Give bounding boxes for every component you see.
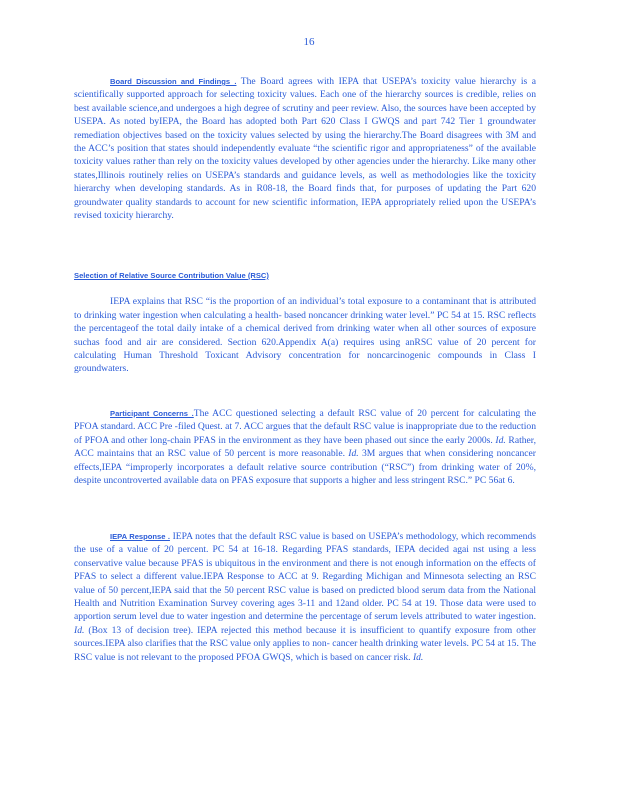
participant-concerns-paragraph <box>74 407 536 487</box>
selection-body: IEPA explains that RSC “is the proportion of an individual’s total exposure to a contaminant that is attributed to drinking water ingestion when calculating a health- based noncancer drinking water level.” PC 54 at 15. RSC reflects the percentageof the total daily intake of a chemical derived from drinking water when all other sources of exposure suchas food and air are considered. Section 620.Appendix A(a) requires using anRSC value of 20 percent for calculating Human Threshold Toxicant Advisory concentration for noncarcinogenic compounds in Class I groundwaters. <box>74 296 536 375</box>
citation-id: Id. <box>495 434 506 446</box>
iepa-response-heading: IEPA Response . <box>110 532 170 541</box>
participant-body-3: 3M argues that when considering noncancer effects,IEPA “improperly incorporates a default relative source contribution (“RSC”) from drinking water of 20%, despite uncontroverted available data on PFAS exposure that supports a higher and less stringent RSC.” PC 56at 6. <box>74 448 536 487</box>
citation-id: Id. <box>348 448 359 460</box>
board-discussion-paragraph <box>74 75 536 222</box>
participant-body-2: Rather, ACC maintains that an RSC value of 50 percent is more reasonable. <box>74 434 537 460</box>
citation-id: Id. <box>412 651 424 663</box>
participant-concerns-heading: Participant Concerns . <box>110 409 194 418</box>
citation-id: Id. <box>74 624 85 636</box>
participant-body-1: The ACC questioned selecting a default RSC value of 20 percent for calculating the PFOA standard. ACC Pre -filed Quest. at 7. ACC argues that the default RSC value is inappropriate due to the reduction of PFOA and other long-chain PFAS in the environment as they have been phased out since the early 2000s. <box>74 408 536 446</box>
selection-section <box>74 269 536 376</box>
iepa-body-2: (Box 13 of decision tree). IEPA rejected this method because it is insufficient to quantify exposure from other sources.IEPA also clarifies that the RSC value only applies to non- cancer health drinking water levels. PC 54 at 15. The RSC value is not relevant to the proposed PFOA GWQS, which is based on cancer risk. <box>74 624 536 663</box>
iepa-response-paragraph <box>74 530 536 664</box>
page-number: 16 <box>303 36 315 48</box>
iepa-body-1: IEPA notes that the default RSC value is based on USEPA’s methodology, which recommends the use of a value of 20 percent. PC 54 at 16-18. Regarding PFAS standards, IEPA decided agai nst using a less conservative value because PFAS is ubiquitous in the environment and there is not enough information on the effects of PFAS to select a different value.IEPA Response to ACC at 9. Regarding Michigan and Minnesota selecting an RSC value of 50 percent,IEPA said that the 50 percent RSC value is based on predicted blood serum data from the National Health and Nutrition Examination Survey covering ages 3-11 and 12and older. PC 54 at 19. Those data were used to apportion serum level due to water ingestion and determine the percentage of serum levels attributed to water ingestion. <box>74 531 536 623</box>
board-discussion-heading: Board Discussion and Findings . <box>110 77 237 86</box>
selection-heading: Selection of Relative Source Contribution Value (RSC) <box>74 271 269 280</box>
board-discussion-body: The Board agrees with IEPA that USEPA’s toxicity value hierarchy is a scientifically supported approach for selecting toxicity values. Each one of the hierarchy sources is credible, relies on best available science,and undergoes a high degree of scrutiny and peer review. Also, the sources have been accepted by USEPA. As noted byIEPA, the Board has adopted both Part 620 Class I GWQS and part 742 Tier 1 groundwater remediation objectives based on the toxicity values selected by using the hierarchy.The Board disagrees with 3M and the ACC’s position that states should independently evaluate “the scientific rigor and appropriateness” of the available toxicity values rather than rely on the toxicity values developed by other agencies under the hierarchy. Like many other states,Illinois routinely relies on USEPA’s standards and guidance levels, as well as methodologies like the toxicity hierarchy when developing standards. As in R08-18, the Board finds that, for purposes of updating the Part 620 groundwater quality standards to account for new scientific information, IEPA appropriately relied upon the USEPA’s revised toxicity hierarchy. <box>74 76 537 222</box>
